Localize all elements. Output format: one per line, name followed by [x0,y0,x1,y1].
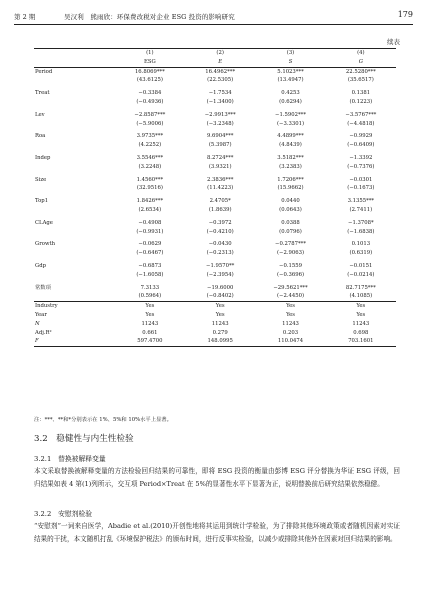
tstat-cell: (32.9516) [136,185,163,192]
coef-cell: −0.2787*** [275,241,306,248]
col-number: (2) [185,49,255,58]
tstat-cell: (0.0643) [279,206,302,213]
tstat-cell: (43.6125) [136,77,163,84]
row-label-empty [34,76,115,85]
coef-row [34,89,396,98]
tstat-cell: (−0.6409) [347,142,375,149]
footer-label: Adj.R² [35,329,52,336]
footer-cell: 11243 [352,320,370,327]
tstat-cell: (−2.9063) [276,250,305,257]
tstat-cell: (−3.2348) [206,120,234,127]
running-header [14,10,413,24]
running-title: 吴汉利 熊雨欣：环保费改税对企业 ESG 投资的影响研究 [64,13,235,21]
coef-row [34,176,396,185]
coef-cell: −0.3384 [138,90,162,97]
coef-cell: 2.3836*** [206,176,234,183]
footer-cell: Yes [326,302,396,311]
row-label: Top1 [35,198,49,205]
page-number: 179 [397,10,413,19]
corner-cell [34,49,115,58]
tstat-cell: (−0.7376) [347,163,375,170]
section-heading: 3.2 稳健性与内生性检验 [34,434,134,444]
body-paragraph: 本文采取替换被解释变量的方法检验回归结果的可靠性，即将 ESG 投资的衡量由彭博 ESG 评分替换为华证 ESG 评级，回归结果如表 4 第(1)列所示，交互项 Period×Treat 在 5%的显著性水平下显著为正，说明替换前后研究结果依然稳健。 [34,467,400,488]
tstat-cell: (0.5964) [138,293,162,300]
coef-cell: 3.5182*** [277,154,304,161]
body-paragraph: “安慰剂”一词来自医学，Abadie et al.(2010)开创性地将其运用到统计学检验，为了排除其他环境政策或者随机因素对实证结果的干扰，本文随机打乱《环境保护税法》的颁布时间，进行反事实检验，以减少或排除其他外在因素对回归结果的影响。 [34,522,400,543]
tstat-cell: (−0.2313) [206,250,234,257]
tstat-row [34,120,396,129]
tstat-row [34,292,396,301]
col-number: (3) [255,49,325,58]
coef-row [34,67,396,76]
coef-row [34,262,396,271]
tstat-cell: (−3.3301) [276,120,305,127]
tstat-cell: (3.2248) [138,163,162,170]
footer-cell: Yes [115,302,185,311]
tstat-cell: (0.6319) [349,250,373,257]
footer-cell: 110.0474 [255,337,325,346]
header-rule [14,24,413,25]
coef-cell: −0.1559 [279,262,302,269]
tstat-cell: (−0.1673) [347,185,375,192]
coef-cell: 3.1355*** [347,198,375,205]
row-label-empty [34,228,115,237]
coef-cell: −0.0301 [349,176,373,183]
coef-cell: −0.0151 [349,262,373,269]
footer-cell: Yes [255,302,325,311]
coef-cell: −0.6873 [138,262,162,269]
tstat-cell: (0.6294) [279,98,302,105]
row-label: Period [35,68,53,75]
coef-cell: 0.0440 [281,198,300,205]
tstat-cell: (−5.9006) [136,120,164,127]
coef-row [34,154,396,163]
row-label-empty [34,184,115,193]
coef-row [34,132,396,141]
coef-cell: 3.5546*** [136,154,164,161]
column-variable-row [34,58,396,67]
coef-cell: −0.0629 [138,241,162,248]
row-label-empty [34,163,115,172]
col-number: (1) [115,49,185,58]
coef-cell: −0.4908 [138,219,162,226]
footer-cell: 0.279 [212,329,228,336]
coef-cell: 0.0388 [281,219,300,226]
tstat-cell: (−1.3400) [206,98,234,105]
tstat-row [34,76,396,85]
coef-row [34,111,396,120]
row-label-empty [34,271,115,280]
tstat-cell: (−0.8402) [206,293,234,300]
tstat-cell: (−0.4936) [136,98,164,105]
row-label-empty [34,292,115,301]
tstat-cell: (22.5305) [207,77,234,84]
coef-cell: −2.9913*** [204,111,236,118]
tstat-cell: (−2.3954) [206,271,234,278]
coef-cell: 3.9735*** [136,133,164,140]
row-label-empty [34,98,115,107]
footer-row [34,302,396,311]
row-label: Growth [35,241,56,248]
tstat-cell: (3.9321) [208,163,232,170]
coef-cell: 5.1023*** [277,68,304,75]
coef-row [34,240,396,249]
tstat-cell: (15.9662) [277,185,304,192]
tstat-row [34,271,396,280]
tstat-cell: (−4.4818) [347,120,375,127]
footer-cell: 11243 [211,320,229,327]
tstat-cell: (4.1085) [349,293,373,300]
coef-cell: −19.6000 [207,284,234,291]
tstat-cell: (3.2383) [279,163,302,170]
footer-cell: Yes [185,302,255,311]
tstat-cell: (−0.6467) [136,250,164,257]
tstat-row [34,184,396,193]
corner-cell [34,58,115,67]
footer-cell: Yes [286,311,295,318]
row-label-empty [34,120,115,129]
tstat-cell: (5.3987) [208,142,232,149]
column-number-row [34,49,396,58]
row-label: 常数项 [35,284,51,291]
coef-cell: 0.4253 [281,90,300,97]
row-label: Size [35,176,47,183]
coef-cell: 2.4705* [209,198,231,205]
footer-cell: Yes [215,311,225,318]
footer-cell: 11243 [282,320,299,327]
tstat-row [34,228,396,237]
footer-cell: 0.698 [353,329,369,336]
coef-cell: 1.4560*** [136,176,164,183]
coef-cell: −0.9929 [349,133,373,140]
coef-row [34,219,396,228]
tstat-cell: (0.0796) [279,228,302,235]
coef-cell: −1.3708* [348,219,374,226]
coef-cell: 0.1013 [351,241,371,248]
tstat-row [34,249,396,258]
row-label-empty [34,249,115,258]
footer-cell: 0.661 [142,329,158,336]
footer-row [34,337,396,346]
coef-cell: −0.0430 [208,241,232,248]
footer-label: F [34,337,115,346]
table-note: 注：***、**和*分别表示在 1%、5%和 10%水平上显著。 [34,417,172,423]
regression-table [34,48,396,347]
tstat-cell: (−0.3696) [276,271,305,278]
row-label: Lev [35,111,45,118]
tstat-cell: (13.4947) [277,77,304,84]
row-label-empty [34,141,115,150]
footer-cell: 11243 [141,320,159,327]
coef-cell: −1.9570** [206,262,235,269]
tstat-cell: (2.6534) [138,206,162,213]
col-var: ESG [115,58,185,67]
coef-row [34,284,396,293]
tstat-cell: (1.8639) [208,206,232,213]
issue-label: 第 2 期 [14,13,36,21]
coef-cell: 1.8426*** [136,198,164,205]
footer-label: Year [35,311,47,318]
col-var: S [255,58,325,67]
row-label: Treat [35,90,50,97]
tstat-row [34,141,396,150]
row-label-empty [34,206,115,215]
footer-cell: 597.4700 [115,337,185,346]
coef-row [34,197,396,206]
footer-cell: 0.203 [282,329,299,336]
coef-cell: 22.5280*** [345,68,376,75]
tstat-cell: (4.2252) [138,142,162,149]
tstat-cell: (−0.0214) [347,271,375,278]
coef-cell: 82.7175*** [345,284,376,291]
subsection-heading: 3.2.2 安慰剂检验 [34,510,93,518]
coef-cell: 16.4962*** [205,68,236,75]
coef-cell: −2.8587*** [134,111,166,118]
tstat-cell: (−0.9931) [136,228,164,235]
tstat-cell: (4.8439) [279,142,302,149]
col-var: G [326,58,396,67]
footer-row [34,320,396,329]
coef-cell: 1.7206*** [277,176,304,183]
coef-cell: −1.7534 [208,90,232,97]
tstat-cell: (0.1223) [349,98,373,105]
row-label: Indep [35,154,51,161]
tstat-cell: (−0.4210) [206,228,234,235]
tstat-cell: (−2.4450) [276,293,305,300]
coef-cell: 0.1381 [351,90,371,97]
footer-row [34,329,396,338]
footer-cell: Yes [145,311,155,318]
footer-cell: 148.0995 [185,337,255,346]
footer-label: N [35,320,40,327]
row-label: Gdp [35,262,47,269]
tstat-row [34,163,396,172]
coef-cell: −29.5621*** [273,284,308,291]
subsection-heading: 3.2.1 替换被解释变量 [34,455,106,463]
footer-label: Industry [34,302,115,311]
continued-label: 续表 [387,38,400,46]
tstat-row [34,98,396,107]
coef-cell: −3.5767*** [345,111,377,118]
col-var: E [185,58,255,67]
tstat-cell: (2.7411) [349,206,373,213]
row-label: Roa [35,133,46,140]
coef-cell: −1.3392 [349,154,373,161]
tstat-cell: (11.4223) [207,185,234,192]
coef-cell: 8.2724*** [206,154,234,161]
coef-cell: 16.8069*** [134,68,165,75]
col-number: (4) [326,49,396,58]
coef-cell: 7.3133 [140,284,160,291]
row-label: CLAge [35,219,53,226]
footer-row [34,311,396,320]
footer-cell: Yes [356,311,366,318]
coef-cell: 4.4899*** [277,133,304,140]
tstat-row [34,206,396,215]
tstat-cell: (−1.6058) [136,271,164,278]
coef-cell: 9.6904*** [206,133,234,140]
coef-cell: −1.5902*** [275,111,306,118]
tstat-cell: (−1.6838) [347,228,375,235]
tstat-cell: (35.6517) [347,77,374,84]
coef-cell: −0.3972 [208,219,232,226]
footer-cell: 703.1601 [326,337,396,346]
